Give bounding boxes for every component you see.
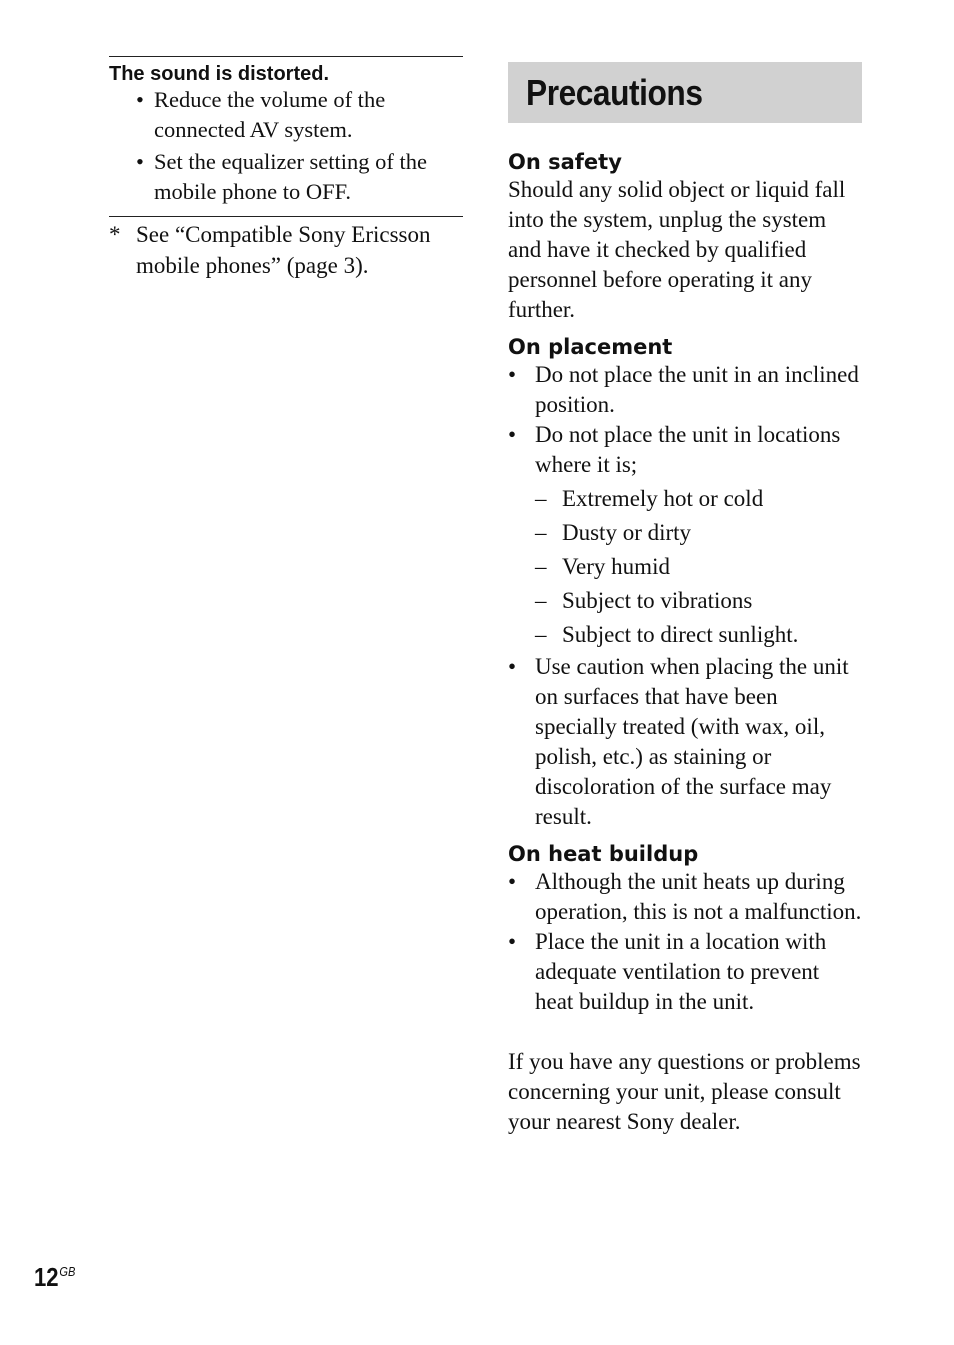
dash-icon: – (535, 588, 547, 613)
list-item: • Place the unit in a location with adequate ventilation to prevent heat buildup in the unit. (508, 929, 827, 1014)
list-item: – Very humid (535, 550, 862, 584)
dash-icon: – (535, 554, 547, 579)
troubleshoot-list (109, 85, 463, 206)
page-suffix: GB (59, 1264, 76, 1279)
divider (109, 216, 463, 217)
list-item: – Subject to direct sunlight. (535, 618, 862, 652)
heat-heading: On heat buildup (508, 842, 699, 866)
closing-paragraph: If you have any questions or problems concerning your unit, please consult your nearest Sony dealer. (508, 1049, 861, 1134)
dash-icon: – (535, 486, 547, 511)
placement-list (508, 360, 862, 832)
list-item: • Set the equalizer setting of the mobile phone to OFF. (136, 149, 428, 204)
bullet-icon: • (508, 869, 517, 894)
safety-heading: On safety (508, 150, 622, 174)
list-item: • Use caution when placing the unit on surfaces that have been specially treated (with wax, oil, polish, etc.) as staining or discoloration of the surface may result. (508, 654, 849, 829)
top-rule (109, 56, 463, 57)
bullet-icon: • (508, 654, 517, 679)
placement-heading: On placement (508, 335, 673, 359)
list-item: • Do not place the unit in an inclined position. (508, 362, 859, 417)
troubleshoot-heading: The sound is distorted. (109, 63, 330, 85)
bullet-icon: • (508, 929, 517, 954)
right-column (508, 62, 862, 1137)
list-item: – Extremely hot or cold (535, 482, 862, 516)
dash-icon: – (535, 622, 547, 647)
section-title-bar (508, 62, 862, 123)
bullet-icon: • (508, 362, 517, 387)
list-item: – Dusty or dirty (535, 516, 862, 550)
bullet-icon: • (136, 149, 144, 174)
list-item: • Reduce the volume of the connected AV system. (136, 87, 386, 142)
page-title: Precautions (526, 71, 703, 113)
safety-text: Should any solid object or liquid fall into the system, unplug the system and have it checked by qualified personnel before operating it any further. (508, 177, 846, 322)
page-number: $12^{GB}$ (34, 1262, 76, 1292)
dash-icon: – (535, 520, 547, 545)
heat-list (508, 867, 862, 1017)
list-item: – Subject to vibrations (535, 584, 862, 618)
asterisk-icon: * (109, 222, 121, 247)
list-item: • Do not place the unit in locations where it is; – Extremely hot or cold – Dusty or dirty – Very humid – Subject to vibrations – Subject to direct sunlight. (508, 420, 862, 652)
footnote (109, 219, 463, 281)
condition-list (535, 482, 862, 652)
footnote-text: See “Compatible Sony Ericsson mobile phones” (page 3). (136, 222, 431, 278)
bullet-icon: • (508, 422, 517, 447)
left-column (109, 56, 463, 281)
bullet-icon: • (136, 87, 144, 112)
list-item: • Although the unit heats up during operation, this is not a malfunction. (508, 869, 862, 924)
